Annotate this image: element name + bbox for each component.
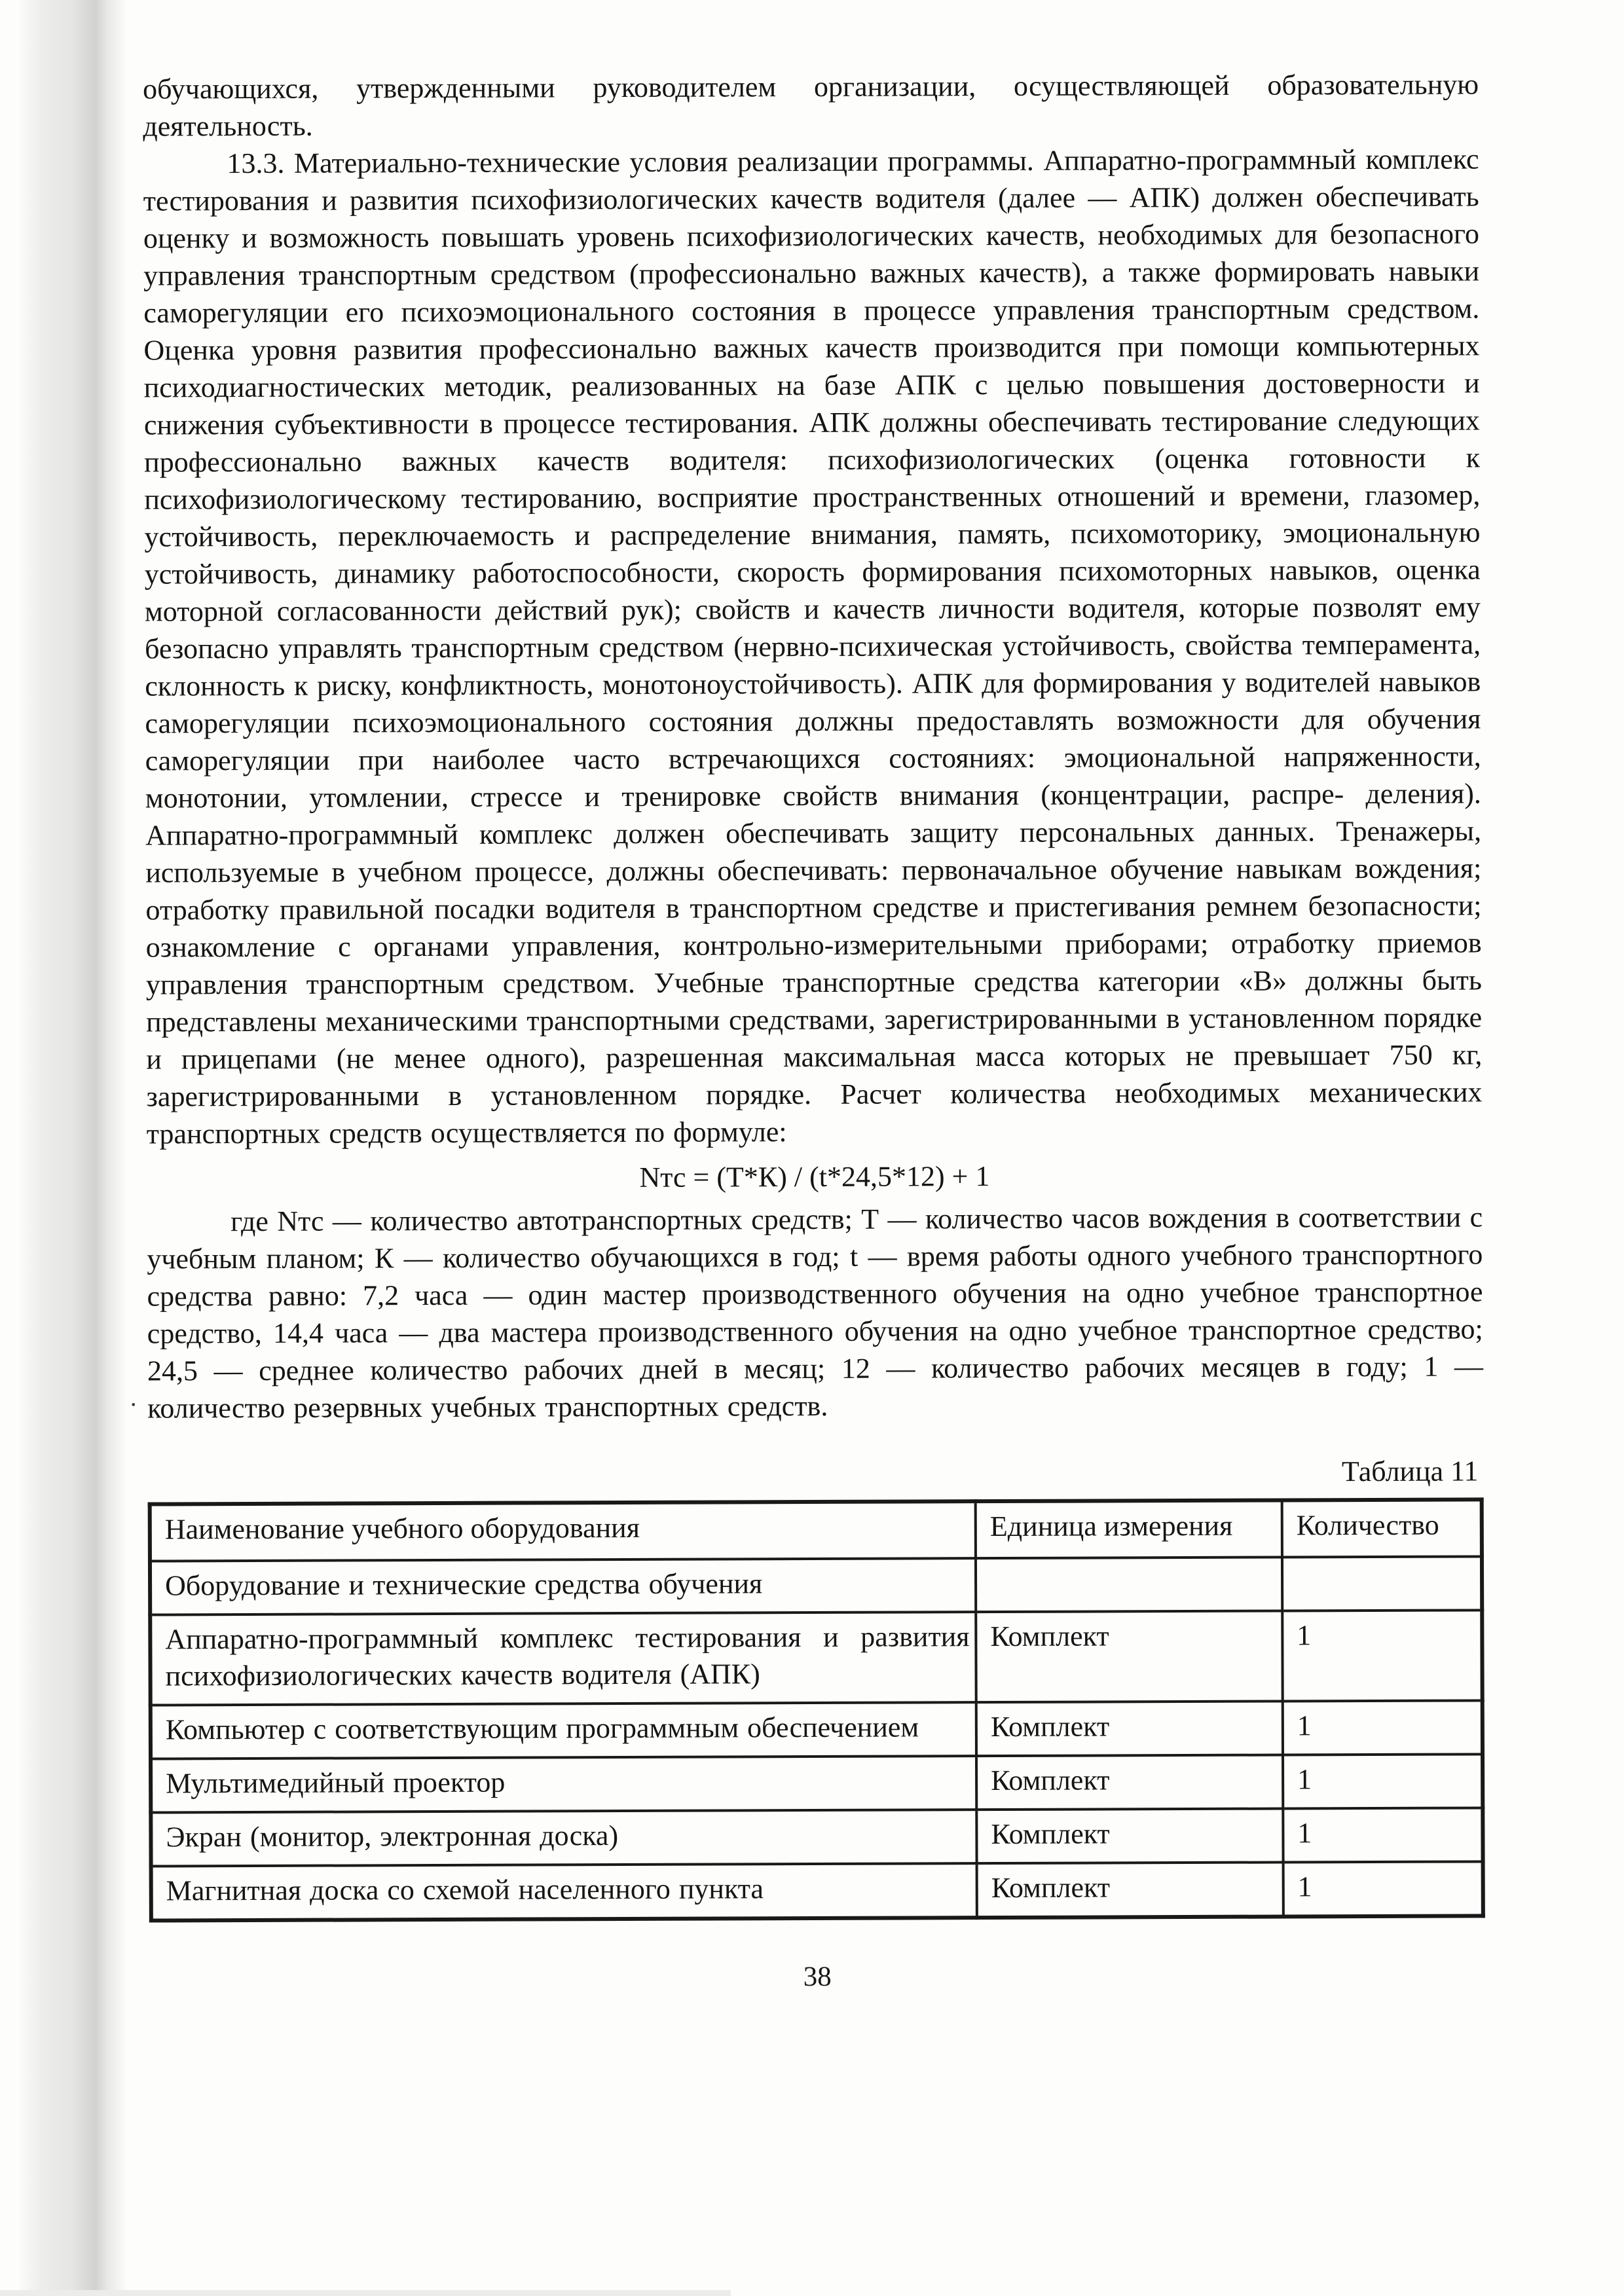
table-row xyxy=(150,1556,1482,1614)
cell-quantity xyxy=(1282,1556,1482,1611)
page-number: 38 xyxy=(803,1961,832,1993)
cell-quantity: 1 xyxy=(1283,1700,1483,1755)
cell-quantity: 1 xyxy=(1283,1861,1483,1916)
cell-quantity: 1 xyxy=(1283,1808,1483,1862)
formula-legend-wrap xyxy=(129,1198,1484,1427)
cell-quantity: 1 xyxy=(1282,1610,1483,1701)
table-caption: Таблица 11 xyxy=(1341,1455,1479,1488)
cell-unit xyxy=(976,1558,1282,1613)
col-header-quantity: Количество xyxy=(1282,1499,1482,1557)
table-row xyxy=(150,1610,1482,1705)
stray-ink-dot: · xyxy=(129,1389,138,1419)
paragraph-13-3: 13.3. Материально-технические условия реализации программы. Аппаратно-программный комплекс тестирования и развития психофизиологических качеств водителя (далее — АПК) должен обеспечивать оценку и возможность повышать уровень психофизиологических качеств, необходимых для безопасного управления транспортным средством (профессионально важных качеств), а также формировать навыки саморегуляции его психоэмоционального состояния в процессе управления транспортным средством. Оценка уровня развития профессионально важных качеств производится при помощи компьютерных психодиагностических методик, реализованных на базе АПК с целью повышения достоверности и снижения субъективности в процессе тестирования. АПК должны обеспечивать тестирование следующих профессионально важных качеств водителя: психофизиологических (оценка готовности к психофизиологическому тестированию, восприятие пространственных отношений и времени, глазомер, устойчивость, переключаемость и распределение внимания, память, психомоторику, эмоциональную устойчивость, динамику работоспособности, скорость формирования психомоторных навыков, оценка моторной согласованности действий рук); свойств и качеств личности водителя, которые позволят ему безопасно управлять транспортным средством (нервно-психическая устойчивость, свойства темперамента, склонность к риску, конфликтность, монотоноустойчивость). АПК для формирования у водителей навыков саморегуляции психоэмоционального состояния должны предоставлять возможности для обучения саморегуляции при наиболее часто встречающихся состояниях: эмоциональной напряженности, монотонии, утомлении, стрессе и тренировке свойств внимания (концентрации, распре- деления). Аппаратно-программный комплекс должен обеспечивать защиту персональных данных. Тренажеры, используемые в учебном процессе, должны обеспечивать: первоначальное обучение навыкам вождения; отработку правильной посадки водителя в транспортном средстве и пристегивания ремнем безопасности; ознакомление с органами управления, контрольно-измерительными приборами; отработку приемов управления транспортным средством. Учебные транспортные средства категории «В» должны быть представлены механическими транспортными средствами, зарегистрированными в установленном порядке и прицепами (не менее одного), разрешенная максимальная масса которых не превышает 750 кг, зарегистрированными в установленном порядке. Расчет количества необходимых механических транспортных средств осуществляется по формуле: xyxy=(143,143,1483,1150)
cell-unit: Комплект xyxy=(976,1611,1282,1703)
col-header-equipment-name: Наименование учебного оборудования xyxy=(150,1501,976,1561)
paragraph-formula-legend: где Nтс — количество автотранспортных средств; Т — количество часов вождения в соответствии с учебным планом; К — количество обучающихся в год; t — время работы одного учебного транспортного средства равно: 7,2 часа — один мастер производственного обучения на одно учебное транспортное средство, 14,4 часа — два мастера производственного обучения на одно учебное транспортное средство; 24,5 — среднее количество рабочих дней в месяц; 12 — количество рабочих месяцев в году; 1 — количество резервных учебных транспортных средств. xyxy=(147,1201,1484,1425)
cell-equipment-name: Компьютер с соответствующим программным обеспечением xyxy=(151,1702,976,1758)
col-header-unit: Единица измерения xyxy=(976,1501,1282,1559)
cell-unit: Комплект xyxy=(976,1755,1283,1810)
table-header-row xyxy=(150,1499,1482,1561)
table-row xyxy=(151,1754,1483,1812)
cell-unit: Комплект xyxy=(977,1862,1283,1918)
scan-bottom-edge xyxy=(0,2290,731,2296)
cell-unit: Комплект xyxy=(976,1701,1283,1756)
cell-equipment-name: Экран (монитор, электронная доска) xyxy=(151,1810,976,1866)
cell-unit: Комплект xyxy=(976,1808,1283,1863)
cell-equipment-name: Магнитная доска со схемой населенного пункта xyxy=(151,1863,977,1920)
equipment-table xyxy=(148,1497,1485,1922)
table-row xyxy=(151,1808,1483,1866)
cell-equipment-name: Оборудование и технические средства обучения xyxy=(150,1558,976,1614)
document-page xyxy=(129,65,1485,1997)
formula-ntc: Nтс = (Т*К) / (t*24,5*12) + 1 xyxy=(639,1160,990,1194)
scan-spine-shadow xyxy=(20,0,128,2296)
paragraph-continued: обучающихся, утвержденными руководителем организации, осуществляющей образовательную деятельность. xyxy=(143,68,1479,143)
cell-equipment-name: Мультимедийный проектор xyxy=(151,1756,976,1812)
cell-equipment-name: Аппаратно-программный комплекс тестирования и развития психофизиологических качеств водителя (АПК) xyxy=(150,1612,976,1705)
cell-quantity: 1 xyxy=(1283,1754,1483,1808)
table-row xyxy=(151,1700,1483,1758)
table-row xyxy=(151,1861,1483,1920)
